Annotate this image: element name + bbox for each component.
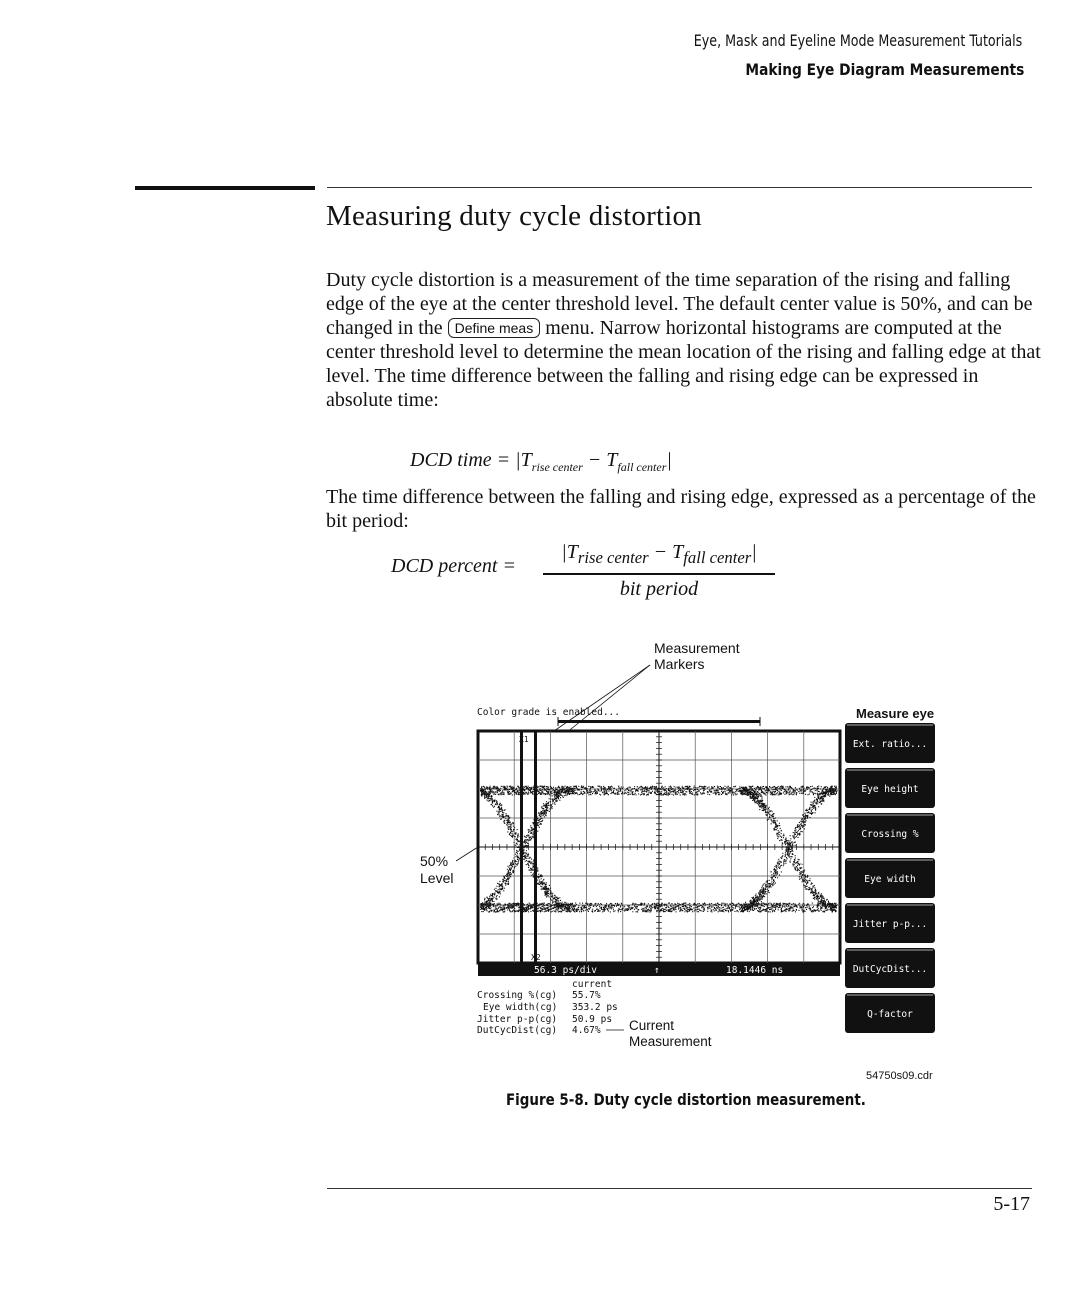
position-readout: 18.1446 ns	[726, 965, 784, 976]
softkey-label: Crossing %	[861, 829, 919, 840]
marker-x1-line	[520, 732, 523, 962]
result-value-dcd: 4.67%	[572, 1025, 601, 1036]
callout-level-line1: 50%	[420, 853, 449, 869]
eq2-t-rise: T	[566, 541, 578, 563]
softkey-eye-height[interactable]	[845, 768, 935, 808]
scope-screenshot	[410, 635, 950, 1085]
callout-level-leader	[456, 847, 478, 861]
eq2-rise-sub: rise center	[577, 548, 649, 567]
callout-markers-line2: Markers	[654, 656, 705, 672]
equation-dcd-percent-fraction	[543, 539, 775, 601]
marker-x2-label: X2	[531, 953, 541, 962]
menu-title: Measure eye	[856, 706, 935, 721]
paragraph-intro	[326, 268, 1046, 412]
paragraph-percent: The time difference between the falling and rising edge, expressed as a percentage of the bit period:	[326, 486, 1036, 532]
result-name-eye-width: Eye width(cg)	[483, 1002, 558, 1013]
result-value-jitter: 50.9 ps	[572, 1014, 613, 1025]
softkey-label: Ext. ratio...	[852, 739, 928, 750]
callout-markers-line1: Measurement	[654, 640, 740, 656]
figure-duty-cycle	[410, 635, 950, 1085]
softkey-label: Q-factor	[867, 1009, 913, 1020]
result-value-eye-width: 353.2 ps	[572, 1002, 618, 1013]
page-number: 5-17	[993, 1193, 1030, 1215]
figure-caption: Figure 5-8. Duty cycle distortion measurement.	[506, 1090, 866, 1109]
softkey-label: Jitter p-p...	[852, 919, 928, 930]
eq2-denominator: bit period	[619, 577, 699, 600]
softkey-label: DutCycDist...	[852, 964, 928, 975]
results-header: current	[572, 979, 613, 990]
define-meas-button[interactable]: Define meas	[448, 318, 541, 338]
section-rule-thick	[135, 186, 315, 190]
result-name-jitter: Jitter p-p(cg)	[477, 1014, 558, 1025]
eq1-rise-sub: rise center	[531, 460, 583, 474]
softkey-menu	[845, 723, 935, 1033]
timebase-arrow: ↑	[654, 965, 660, 976]
softkey-ext-ratio[interactable]	[845, 723, 935, 763]
paragraph-intro-part2: menu. Narrow horizontal histograms are computed at the center threshold level to determine the mean location of the rising and falling edge at that level. The time difference between the falling and rising edge can be expressed in absolute time:	[326, 317, 1041, 411]
eq1-t-fall: T	[606, 449, 618, 471]
eq1-t-rise: T	[520, 449, 532, 471]
softkey-jitter-p-p[interactable]	[845, 903, 935, 943]
result-name-dcd: DutCycDist(cg)	[477, 1025, 558, 1036]
figure-file-id: 54750s09.cdr	[866, 1070, 933, 1082]
callout-current-line1: Current	[629, 1018, 675, 1033]
equation-dcd-time: DCD time = $|T_{rise center} - T_{fall center}|$	[410, 449, 672, 474]
running-header-section: Making Eye Diagram Measurements	[745, 60, 1024, 79]
eq2-fraction-bar	[543, 573, 775, 575]
softkey-q-factor[interactable]	[845, 993, 935, 1033]
callout-level-line2: Level	[420, 870, 454, 886]
marker-x1-label: X1	[519, 735, 529, 744]
section-rule-thin	[327, 187, 1032, 188]
result-name-crossing: Crossing %(cg)	[477, 990, 558, 1001]
eq2-t-fall: T	[672, 541, 684, 563]
status-bar	[558, 720, 760, 723]
eq2-lhs: DCD percent	[391, 555, 498, 577]
softkey-dutcycdist[interactable]	[845, 948, 935, 988]
footer-rule	[327, 1188, 1032, 1189]
eq1-fall-sub: fall center	[617, 460, 667, 474]
marker-x2-line	[534, 732, 537, 962]
softkey-eye-width[interactable]	[845, 858, 935, 898]
eq2-fall-sub: fall center	[683, 548, 752, 567]
eq1-lhs: DCD time	[410, 449, 492, 471]
eq2-numerator: $|T_{rise center} - T_{fall center}|$	[561, 541, 757, 567]
status-text: Color grade is enabled...	[477, 707, 620, 718]
softkey-label: Eye height	[861, 784, 919, 795]
softkey-crossing[interactable]	[845, 813, 935, 853]
result-value-crossing: 55.7%	[572, 990, 601, 1001]
callout-current-line2: Measurement	[629, 1034, 712, 1049]
paragraph-intro-part1: Duty cycle distortion is a measurement of the time separation of the rising and falling edge of the eye at the center threshold level. The default center value is 50%, and can be changed in the	[326, 269, 1033, 339]
running-header-chapter: Eye, Mask and Eyeline Mode Measurement Tutorials	[693, 31, 1022, 50]
timebase-readout: 56.3 ps/div	[534, 965, 597, 976]
equation-dcd-percent-lhs: DCD percent =	[391, 555, 516, 577]
softkey-label: Eye width	[864, 874, 916, 885]
section-title: Measuring duty cycle distortion	[326, 200, 702, 232]
